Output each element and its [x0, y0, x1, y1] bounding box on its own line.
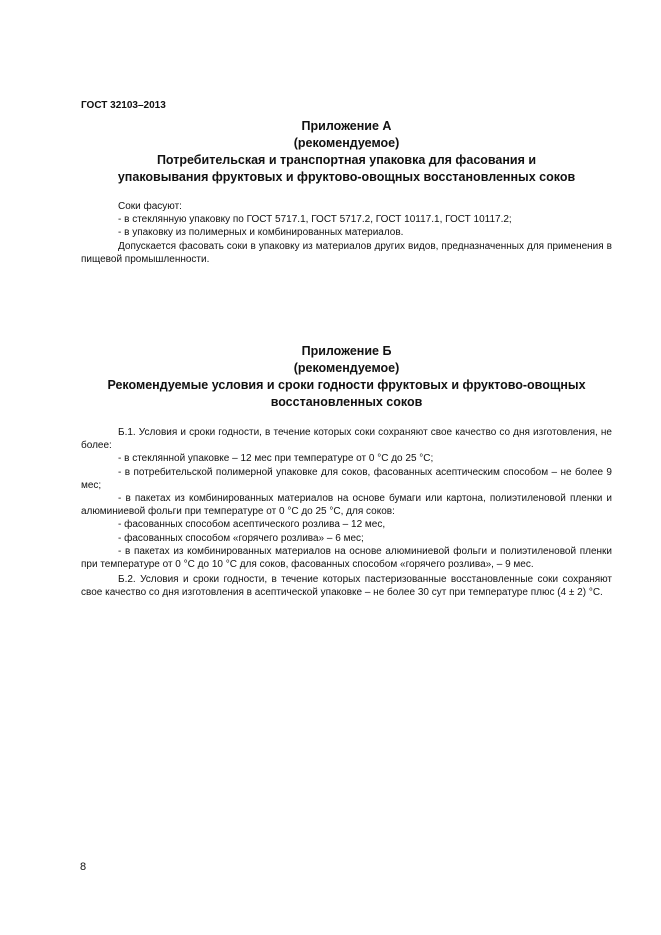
- paragraph: - в потребительской полимерной упаковке для соков, фасованных асептическим способом – не более 9 мес;: [81, 466, 612, 491]
- paragraph: - в упаковку из полимерных и комбинированных материалов.: [118, 227, 404, 239]
- appendix-a-heading-line2: упаковывания фруктовых и фруктово-овощных восстановленных соков: [117, 170, 576, 184]
- paragraph: - в стеклянную упаковку по ГОСТ 5717.1, ГОСТ 5717.2, ГОСТ 10117.1, ГОСТ 10117.2;: [118, 214, 512, 226]
- document-code: ГОСТ 32103–2013: [81, 100, 166, 111]
- paragraph: Соки фасуют:: [118, 201, 182, 212]
- paragraph: Б.1. Условия и сроки годности, в течение которых соки сохраняют свое качество со дня изготовления, не более:: [81, 427, 612, 452]
- appendix-a-heading: [81, 118, 612, 186]
- paragraph: Допускается фасовать соки в упаковку из материалов других видов, предназначенных для применения в пищевой промышленности.: [81, 240, 612, 265]
- appendix-b-body: [81, 426, 612, 600]
- paragraph: - фасованных способом «горячего розлива» – 6 мес;: [118, 532, 364, 544]
- appendix-a-heading-line1: Потребительская и транспортная упаковка для фасования и: [156, 153, 537, 167]
- appendix-b: [81, 343, 612, 600]
- paragraph: - в пакетах из комбинированных материалов на основе алюминиевой фольги и полиэтиленовой пленки при температуре от 0 °С до 10 °С для соков, фасованных способом «горячего розлива», – 9 мес.: [81, 545, 612, 571]
- appendix-b-title: Приложение Б: [301, 344, 392, 358]
- appendix-b-heading-line2: восстановленных соков: [270, 395, 423, 409]
- paragraph: - в стеклянной упаковке – 12 мес при температуре от 0 °С до 25 °С;: [118, 453, 434, 465]
- paragraph: Б.2. Условия и сроки годности, в течение которых пастеризованные восстановленные соки сохраняют свое качество со дня изготовления в асептической упаковке – не более 30 сут при температуре плюс (4 ± 2) °С.: [81, 574, 612, 599]
- page-number: 8: [80, 861, 87, 873]
- appendix-a-title: Приложение А: [301, 119, 392, 133]
- appendix-b-heading: [81, 343, 612, 411]
- paragraph: - в пакетах из комбинированных материалов на основе бумаги или картона, полиэтиленовой пленки и алюминиевой фольги при температуре от 0 °С до 25 °С, для соков:: [81, 493, 612, 518]
- appendix-a: [81, 118, 612, 266]
- paragraph: - фасованных способом асептического розлива – 12 мес,: [118, 519, 386, 531]
- appendix-b-status: (рекомендуемое): [293, 361, 400, 375]
- appendix-a-body: [81, 200, 612, 266]
- appendix-b-heading-line1: Рекомендуемые условия и сроки годности фруктовых и фруктово-овощных: [107, 378, 586, 392]
- appendix-a-status: (рекомендуемое): [293, 136, 400, 150]
